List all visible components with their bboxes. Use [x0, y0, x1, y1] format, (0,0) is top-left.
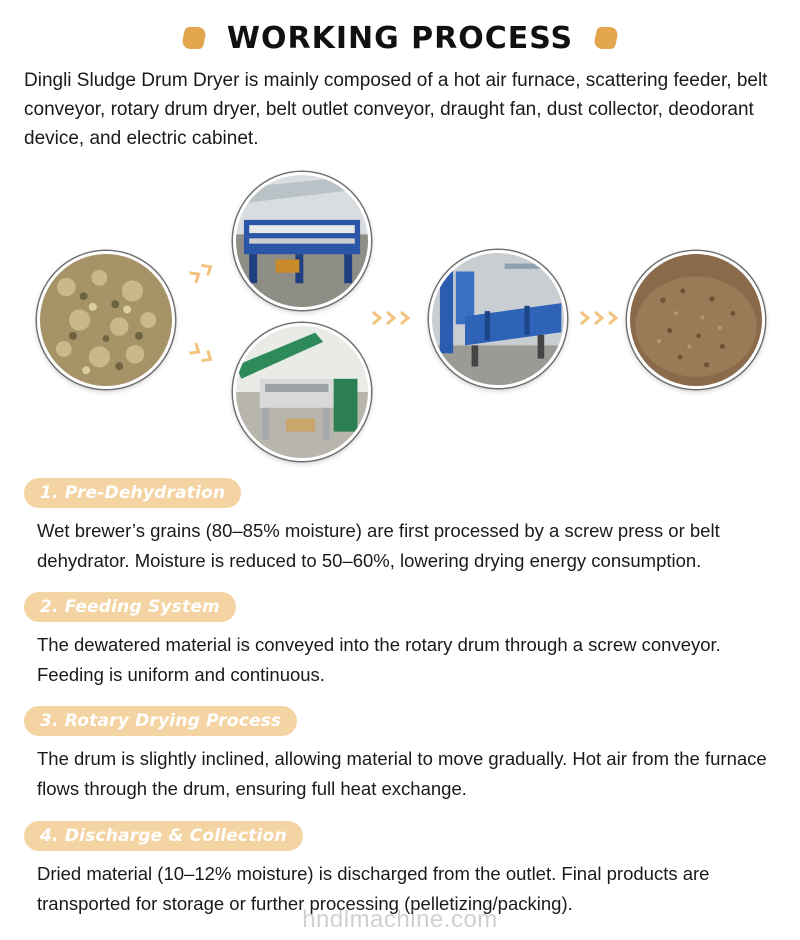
step-description: The drum is slightly inclined, allowing material to move gradually. Hot air from the furnace flows through the drum, ensuring full heat exchange.: [37, 748, 767, 799]
step-title: 1. Pre-Dehydration: [40, 483, 226, 503]
step-description: Wet brewer’s grains (80–85% moisture) are first processed by a screw press or belt dehydrator. Moisture is reduced to 50–60%, lowering drying energy consumption.: [37, 520, 720, 571]
belt-dehydrator-photo: [233, 172, 371, 310]
screw-press-photo: [233, 323, 371, 461]
page-title: WORKING PROCESS: [226, 20, 574, 56]
step-title: 2. Feeding System: [40, 597, 220, 617]
step-title: 4. Discharge & Collection: [40, 826, 287, 846]
wet-brewers-grains-photo: [37, 251, 175, 389]
header: [0, 14, 800, 62]
step-description: Dried material (10–12% moisture) is discharged from the outlet. Final products are transported for storage or further processing (pelletizing/packing).: [37, 863, 710, 914]
rotary-drum-dryer-photo: [429, 250, 567, 388]
step-badge: [24, 706, 297, 736]
arrow-right-icon: [578, 310, 620, 326]
intro-paragraph: Dingli Sludge Drum Dryer is mainly composed of a hot air furnace, scattering feeder, belt conveyor, rotary drum dryer, belt outlet conveyor, draught fan, dust collector, deodorant device, and electric cabinet.: [24, 70, 768, 149]
arrow-down-right-icon: [186, 340, 218, 368]
watermark: hndlmachine.com: [302, 906, 498, 933]
step-badge: [24, 821, 303, 851]
step-description: The dewatered material is conveyed into the rotary drum through a screw conveyor. Feeding is uniform and continuous.: [37, 634, 721, 685]
title-left-mark: [181, 27, 208, 49]
arrow-right-icon: [370, 310, 412, 326]
step-badge: [24, 478, 241, 508]
arrow-up-right-icon: [186, 258, 218, 286]
step-title: 3. Rotary Drying Process: [40, 711, 282, 731]
title-right-mark: [593, 27, 620, 49]
dried-product-photo: [627, 251, 765, 389]
step-badge: [24, 592, 236, 622]
